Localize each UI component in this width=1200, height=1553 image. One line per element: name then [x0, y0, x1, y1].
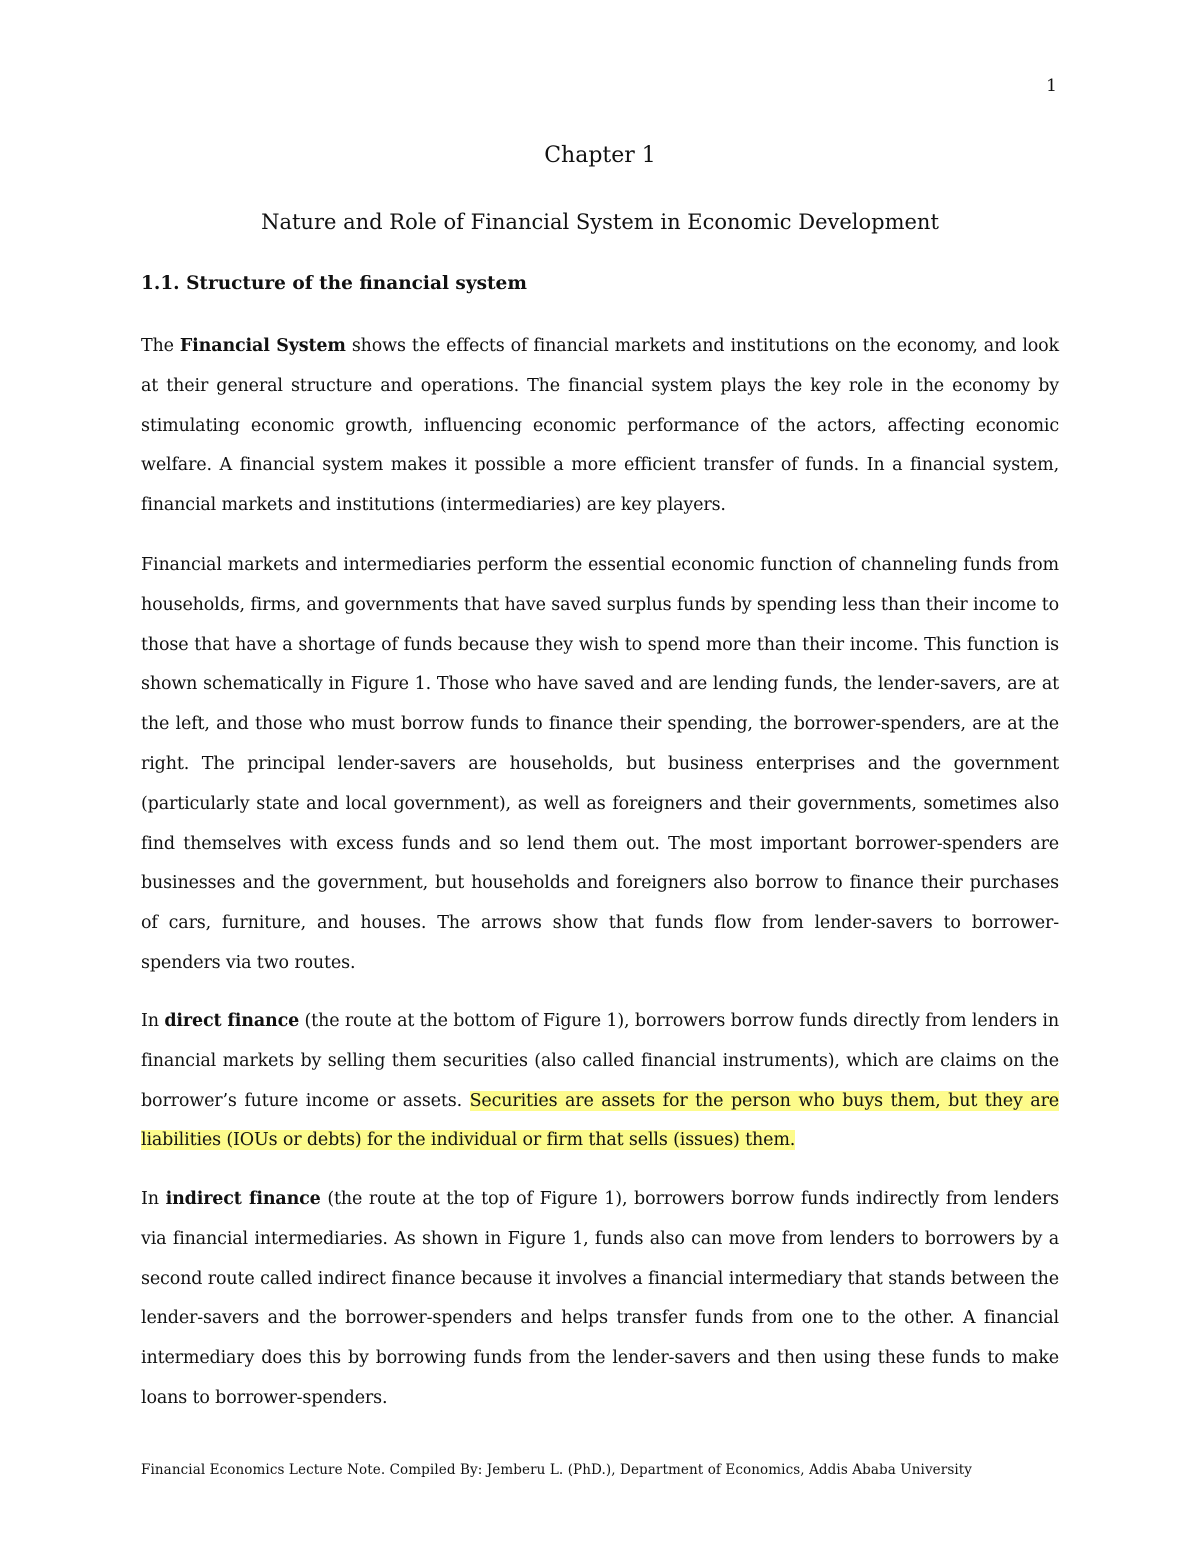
paragraph-markets-intermediaries [141, 546, 1059, 984]
section-heading: 1.1. Structure of the financial system [141, 273, 527, 294]
chapter-subtitle: Nature and Role of Financial System in Economic Development [261, 210, 939, 234]
chapter-title: Chapter 1 [544, 143, 656, 168]
paragraph-lead: The [141, 336, 180, 356]
term-financial-system: Financial System [179, 336, 346, 356]
term-indirect-finance: indirect finance [165, 1189, 321, 1209]
highlighted-text: Securities are assets for the person who buys them, but they are liabilities (IOUs or debts) for the individual or firm that sells (issues) them. [141, 1090, 1059, 1151]
paragraph-text: (the route at the bottom of Figure 1), borrowers borrow funds directly from lenders in financial markets by selling them securities (also called financial instruments), which are claims on the borrower’s future income or assets. [141, 1011, 1060, 1111]
paragraph-text: (the route at the top of Figure 1), borrowers borrow funds indirectly from lenders via financial intermediaries. As shown in Figure 1, funds also can move from lenders to borrowers by a second route called indirect finance because it involves a financial intermediary that stands between the lender-savers and the borrower-spenders and helps transfer funds from one to the other. A financial intermediary does this by borrowing funds from the lender-savers and then using these funds to make loans to borrower-spenders. [141, 1189, 1060, 1408]
page-number: 1 [1046, 76, 1057, 96]
term-direct-finance: direct finance [164, 1011, 300, 1031]
paragraph-financial-system [141, 327, 1059, 526]
page-footer: Financial Economics Lecture Note. Compiled By: Jemberu L. (PhD.), Department of Economics, Addis Ababa University [141, 1462, 973, 1478]
paragraph-text: shows the effects of financial markets and institutions on the economy, and look at their general structure and operations. The financial system plays the key role in the economy by stimulating economic growth, influencing economic performance of the actors, affecting economic welfare. A financial system makes it possible a more efficient transfer of funds. In a financial system, financial markets and institutions (intermediaries) are key players. [141, 336, 1059, 516]
paragraph-direct-finance [141, 1002, 1059, 1161]
paragraph-indirect-finance [141, 1180, 1059, 1419]
paragraph-text: Financial markets and intermediaries perform the essential economic function of channeling funds from households, firms, and governments that have saved surplus funds by spending less than their income to those that have a shortage of funds because they wish to spend more than their income. This function is shown schematically in Figure 1. Those who have saved and are lending funds, the lender-savers, are at the left, and those who must borrow funds to finance their spending, the borrower-spenders, are at the right. The principal lender-savers are households, but business enterprises and the government (particularly state and local government), as well as foreigners and their governments, sometimes also find themselves with excess funds and so lend them out. The most important borrower-spenders are businesses and the government, but households and foreigners also borrow to finance their purchases of cars, furniture, and houses. The arrows show that funds flow from lender-savers to borrower-spenders via two routes. [141, 555, 1059, 973]
paragraph-lead: In [141, 1011, 165, 1031]
paragraph-lead: In [141, 1189, 166, 1209]
